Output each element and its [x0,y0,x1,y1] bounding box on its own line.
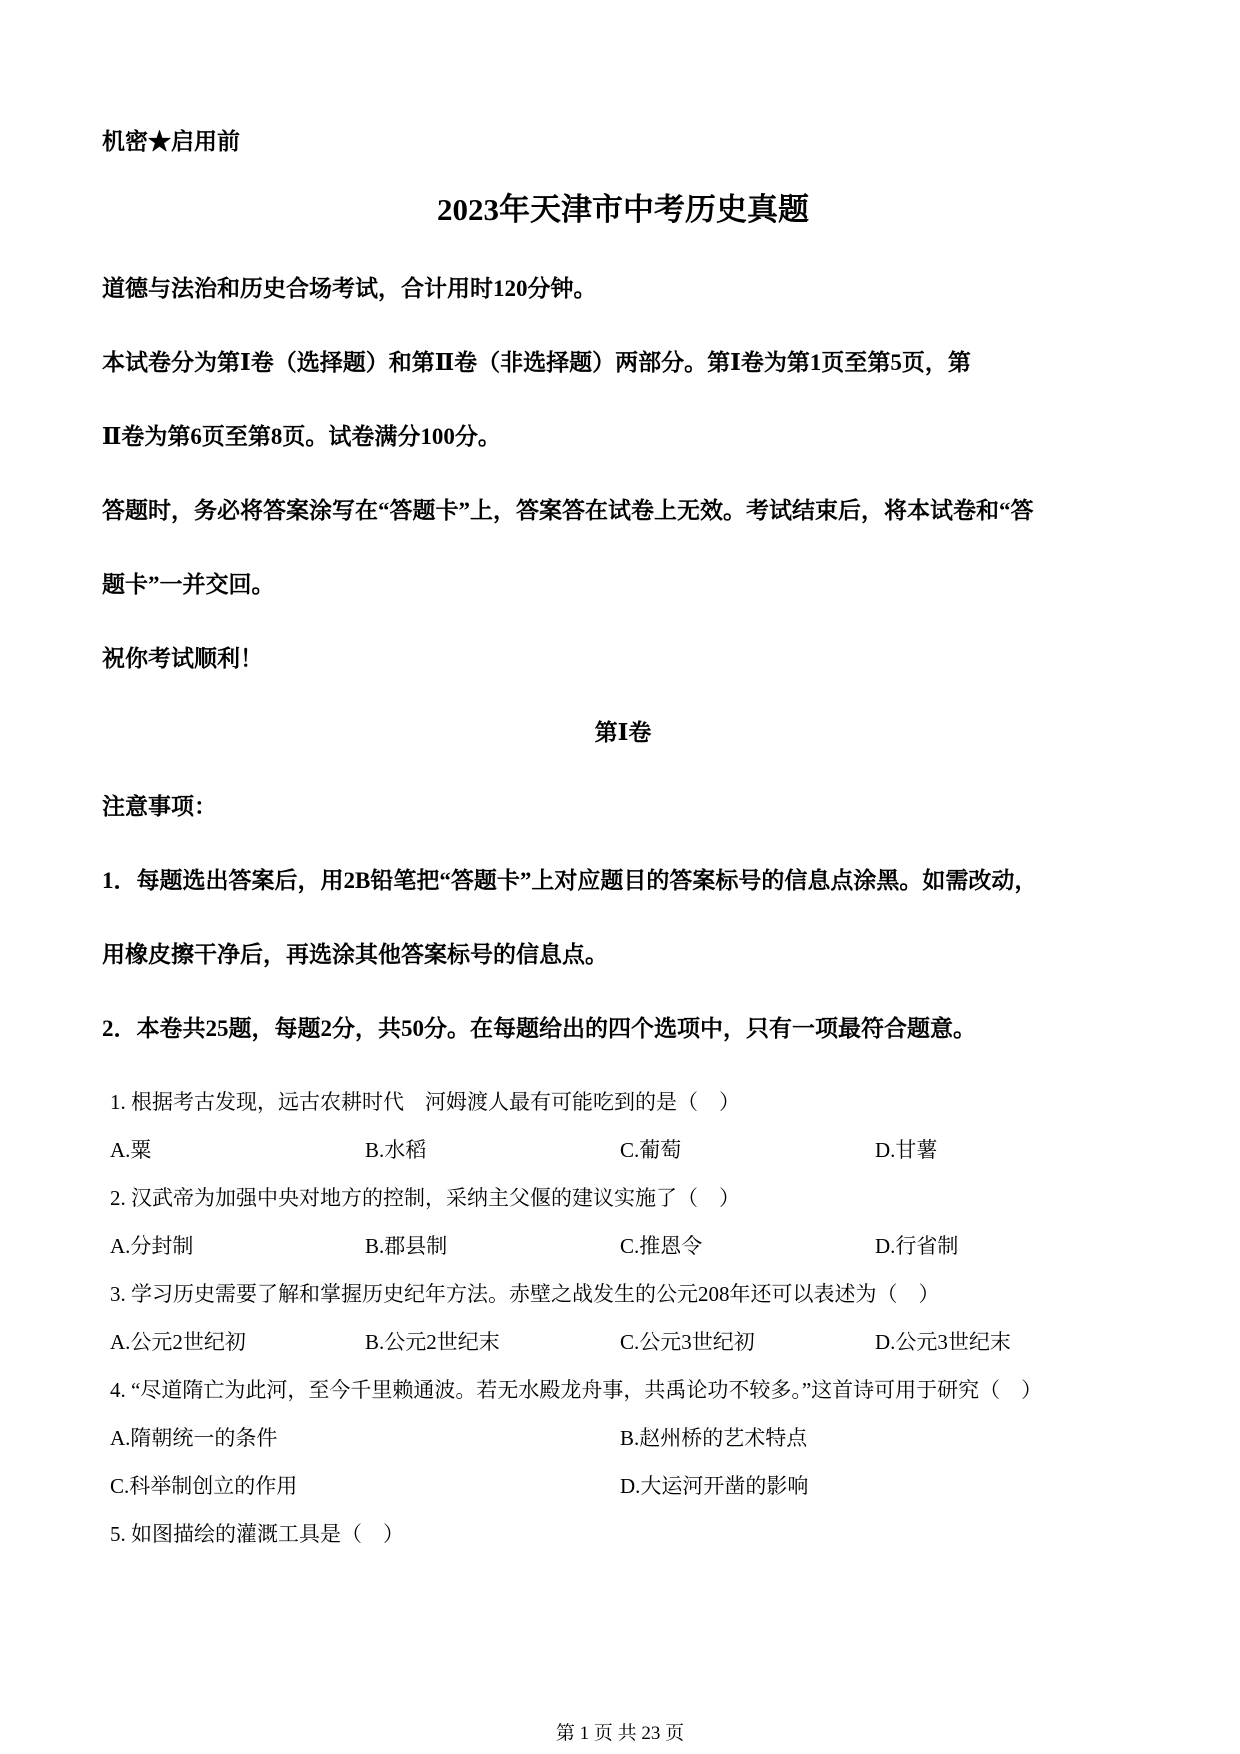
page-title: 2023年天津市中考历史真题 [437,192,809,227]
option-b: B.水稻 [365,1138,427,1162]
option-d: D.大运河开凿的影响 [620,1474,809,1498]
option-c: C.推恩令 [620,1234,703,1258]
notice-line-1: 1．每题选出答案后，用2B铅笔把“答题卡”上对应题目的答案标号的信息点涂黑。如需改动， [102,868,1038,893]
option-b: B.郡县制 [365,1234,448,1258]
question-3 [110,1279,1144,1357]
option-c: C.公元3世纪初 [620,1330,755,1354]
question-stem: 5. 如图描绘的灌溉工具是（ ） [110,1522,404,1546]
intro-line-exam-duration: 道德与法治和历史合场考试，合计用时120分钟。 [102,276,597,301]
intro-line-paper-structure: 本试卷分为第Ⅰ卷（选择题）和第Ⅱ卷（非选择题）两部分。第Ⅰ卷为第1页至第5页，第 [102,350,971,375]
option-c: C.科举制创立的作用 [110,1474,298,1498]
notice-title: 注意事项： [102,794,217,819]
option-d: D.甘薯 [875,1138,938,1162]
page-footer: 第 1 页 共 23 页 [555,1723,685,1744]
classification-label: 机密★启用前 [102,129,240,154]
intro-line-answer-sheet: 答题时，务必将答案涂写在“答题卡”上，答案答在试卷上无效。考试结束后，将本试卷和“答 [102,498,1034,523]
notice-line-2: 2．本卷共25题，每题2分，共50分。在每题给出的四个选项中，只有一项最符合题意。 [102,1016,976,1041]
option-row [110,1471,1144,1501]
question-4 [110,1375,1144,1501]
question-5 [110,1519,1144,1549]
intro-line-paper-structure-cont: Ⅱ卷为第6页至第8页。试卷满分100分。 [102,424,501,449]
section-heading-volume-1: 第Ⅰ卷 [594,720,652,745]
intro-line-good-luck: 祝你考试顺利！ [102,646,263,671]
option-a: A.分封制 [110,1234,194,1258]
option-a: A.粟 [110,1138,152,1162]
question-stem: 2. 汉武帝为加强中央对地方的控制，采纳主父偃的建议实施了（ ） [110,1186,740,1210]
option-b: B.赵州桥的艺术特点 [620,1426,808,1450]
option-d: D.行省制 [875,1234,959,1258]
question-stem: 4. “尽道隋亡为此河，至今千里赖通波。若无水殿龙舟事，共禹论功不较多。”这首诗可用于研究（ ） [110,1378,1043,1402]
option-a: A.公元2世纪初 [110,1330,246,1354]
question-1 [110,1087,1144,1165]
option-row [110,1231,1144,1261]
intro-line-answer-sheet-cont: 题卡”一并交回。 [102,572,275,597]
option-row [110,1423,1144,1453]
option-a: A.隋朝统一的条件 [110,1426,278,1450]
notice-line-1-cont: 用橡皮擦干净后，再选涂其他答案标号的信息点。 [102,942,608,967]
question-2 [110,1183,1144,1261]
option-row [110,1135,1144,1165]
question-list [110,1087,1144,1549]
option-row [110,1327,1144,1357]
option-d: D.公元3世纪末 [875,1330,1011,1354]
option-b: B.公元2世纪末 [365,1330,500,1354]
question-stem: 1. 根据考古发现，远古农耕时代 河姆渡人最有可能吃到的是（ ） [110,1090,740,1114]
question-stem: 3. 学习历史需要了解和掌握历史纪年方法。赤壁之战发生的公元208年还可以表述为（ ） [110,1282,940,1306]
option-c: C.葡萄 [620,1138,682,1162]
